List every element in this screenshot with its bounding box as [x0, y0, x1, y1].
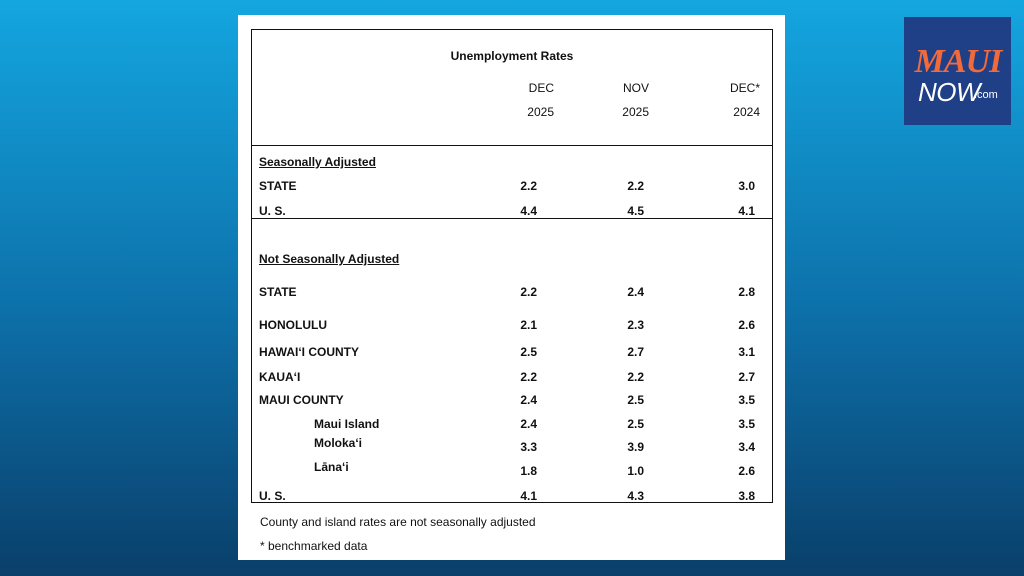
- cell-value: 4.1: [738, 204, 755, 218]
- cell-value: 2.7: [738, 370, 755, 384]
- logo-com-text: .com: [974, 89, 998, 101]
- col-header-year: 2025: [622, 105, 649, 119]
- cell-value: 3.1: [738, 345, 755, 359]
- cell-value: 2.5: [627, 417, 644, 431]
- cell-value: 2.6: [738, 318, 755, 332]
- cell-value: 2.2: [520, 285, 537, 299]
- col-header-month: NOV: [622, 81, 649, 95]
- col-header-month: DEC: [528, 81, 554, 95]
- cell-value: 2.2: [520, 370, 537, 384]
- cell-value: 4.5: [627, 204, 644, 218]
- maui-now-logo[interactable]: [904, 17, 1011, 125]
- row-label: HAWAI‘I COUNTY: [259, 345, 360, 359]
- cell-value: 4.4: [520, 204, 537, 218]
- cell-value: 2.7: [627, 345, 644, 359]
- footnote: County and island rates are not seasonally adjusted: [260, 515, 536, 529]
- cell-value: 2.5: [520, 345, 537, 359]
- cell-value: 4.1: [520, 489, 537, 503]
- cell-value: 1.0: [627, 464, 644, 478]
- cell-value: 3.0: [738, 179, 755, 193]
- cell-value: 2.3: [627, 318, 644, 332]
- rates-sheet: [238, 15, 785, 560]
- cell-value: 4.3: [627, 489, 644, 503]
- row-label: Lāna‘i: [314, 460, 349, 474]
- row-label: STATE: [259, 285, 297, 299]
- footnote: * benchmarked data: [260, 539, 368, 553]
- row-label: KAUA‘I: [259, 370, 301, 384]
- cell-value: 2.1: [520, 318, 537, 332]
- section-heading-not-seasonally-adjusted: Not Seasonally Adjusted: [259, 252, 400, 266]
- cell-value: 2.2: [627, 179, 644, 193]
- row-label: MAUI COUNTY: [259, 393, 344, 407]
- cell-value: 2.4: [520, 393, 537, 407]
- divider: [252, 145, 772, 146]
- col-header-month: DEC*: [729, 81, 760, 95]
- cell-value: 2.5: [627, 393, 644, 407]
- cell-value: 2.4: [627, 285, 644, 299]
- cell-value: 2.4: [520, 417, 537, 431]
- divider: [252, 218, 772, 219]
- cell-value: 2.2: [520, 179, 537, 193]
- cell-value: 1.8: [520, 464, 537, 478]
- cell-value: 3.8: [738, 489, 755, 503]
- rates-table: [251, 29, 773, 503]
- col-header-year: 2025: [527, 105, 554, 119]
- cell-value: 3.5: [738, 393, 755, 407]
- cell-value: 2.2: [627, 370, 644, 384]
- row-label: Maui Island: [314, 417, 380, 431]
- logo-now-text: NOW: [918, 77, 981, 107]
- row-label: U. S.: [259, 204, 286, 218]
- row-label: Moloka‘i: [314, 436, 363, 450]
- cell-value: 2.6: [738, 464, 755, 478]
- section-heading-seasonally-adjusted: Seasonally Adjusted: [259, 155, 376, 169]
- cell-value: 2.8: [738, 285, 755, 299]
- cell-value: 3.9: [627, 440, 644, 454]
- cell-value: 3.5: [738, 417, 755, 431]
- row-label: STATE: [259, 179, 297, 193]
- row-label: U. S.: [259, 489, 286, 503]
- col-header-year: 2024: [733, 105, 760, 119]
- row-label: HONOLULU: [259, 318, 327, 332]
- logo-maui-text: MAUI: [914, 43, 1002, 80]
- cell-value: 3.3: [520, 440, 537, 454]
- cell-value: 3.4: [738, 440, 755, 454]
- table-title: Unemployment Rates: [450, 49, 574, 63]
